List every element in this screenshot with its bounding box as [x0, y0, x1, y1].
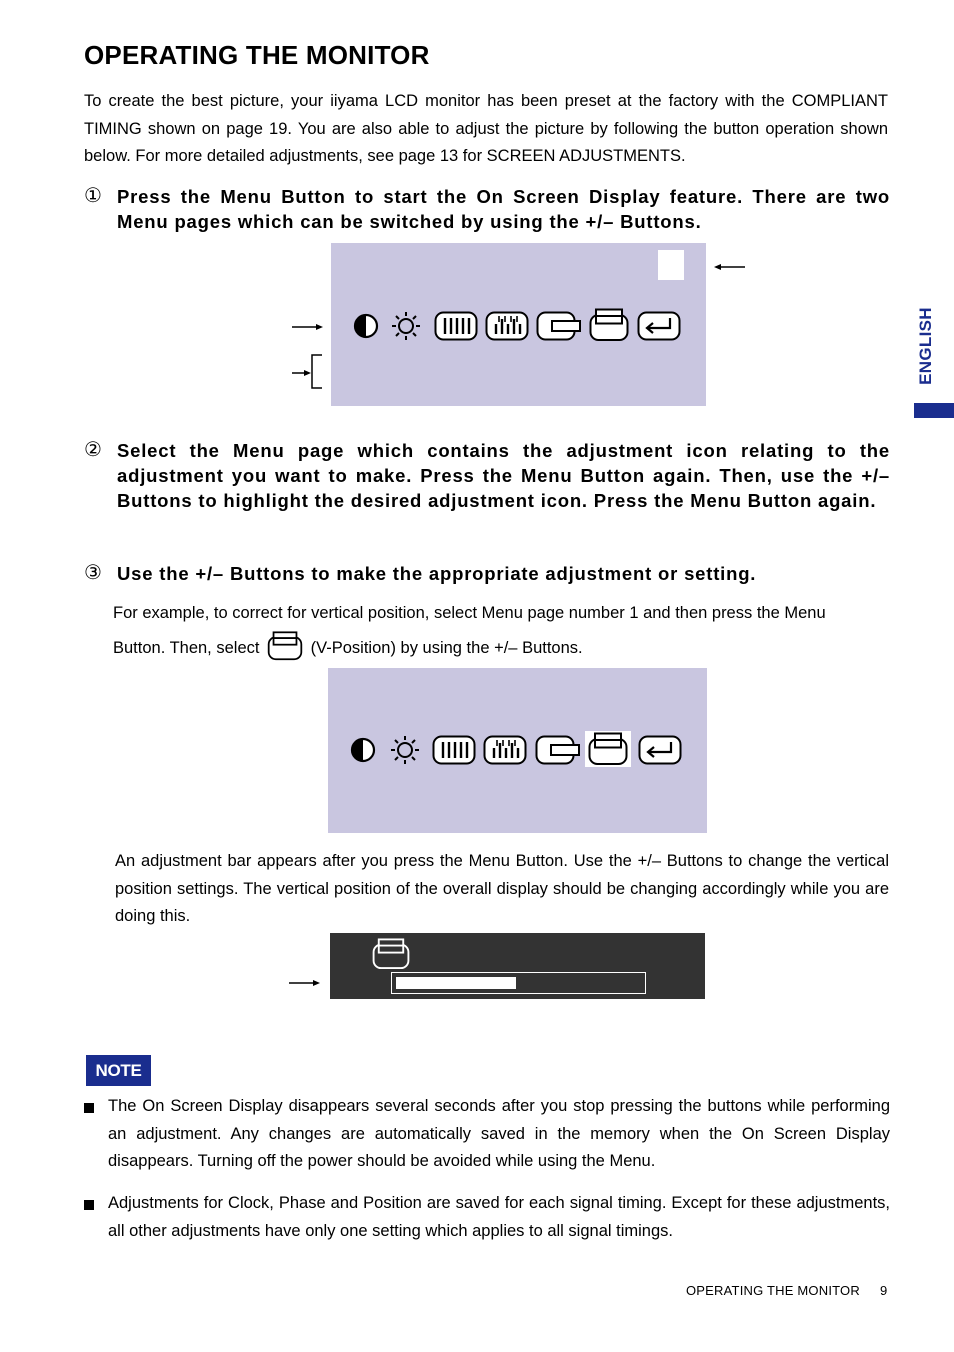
note-item-2: [84, 1190, 890, 1245]
step-2-number: ②: [84, 439, 103, 461]
footer-section: OPERATING THE MONITOR: [686, 1283, 860, 1298]
v-position-icon: [371, 938, 411, 970]
page-footer: [686, 1283, 887, 1298]
bullet-square-icon: [84, 1200, 94, 1210]
step-1-text: Press the Menu Button to start the On Screen Display feature. There are two Menu pages which can be switched by using the +/– Buttons.: [117, 186, 890, 232]
step-2: [84, 438, 890, 513]
bullet-square-icon: [84, 1103, 94, 1113]
step-1-number: ①: [84, 185, 103, 207]
page-title: OPERATING THE MONITOR: [84, 40, 430, 70]
exit-icon: [637, 311, 681, 341]
example-line-1: For example, to correct for vertical position, select Menu page number 1 and then press the Menu: [113, 604, 826, 622]
osd-icon-row: [351, 308, 691, 344]
note-item-1: [84, 1093, 890, 1176]
brightness-icon: [388, 734, 422, 766]
phase-icon: [483, 735, 527, 765]
osd-menu-highlighted-figure: [328, 668, 707, 833]
page-number: 9: [879, 1283, 888, 1298]
step-2-text: Select the Menu page which contains the adjustment icon relating to the adjustment you want to make. Press the Menu Button again. Then, use the +/– Buttons to highlight the desired adjustment icon. Press the Menu Button again.: [117, 440, 890, 511]
contrast-icon: [351, 311, 381, 341]
note-item-1-text: The On Screen Display disappears several seconds after you stop pressing the buttons while performing an adjustment. Any changes are automatically saved in the memory when the On Screen Display disappears. Turning off the power should be avoided while using the Menu.: [108, 1097, 890, 1170]
arrow-right-icon: [289, 976, 321, 990]
adjustment-bar-track: [391, 972, 646, 994]
example-line-2-start: Button. Then, select: [113, 639, 260, 657]
note-badge: NOTE: [86, 1055, 151, 1086]
v-position-icon: [588, 732, 628, 766]
adjustment-bar-figure: [330, 933, 705, 999]
adjustment-paragraph: An adjustment bar appears after you press the Menu Button. Use the +/– Buttons to change the vertical position settings. The vertical position of the overall display should be changing accordingly while you are doing this.: [115, 852, 889, 925]
h-position-icon: [535, 735, 581, 765]
intro-paragraph: To create the best picture, your iiyama LCD monitor has been preset at the factory with the COMPLIANT TIMING shown on page 19. You are also able to adjust the picture by following the button operation shown below. For more detailed adjustments, see page 13 for SCREEN ADJUSTMENTS.: [84, 92, 888, 165]
osd-menu-figure: [331, 243, 706, 406]
example-line-2-end: (V-Position) by using the +/– Buttons.: [310, 639, 583, 657]
side-language-text: ENGLISH: [916, 307, 935, 385]
phase-icon: [485, 311, 529, 341]
menu-page-indicator: [658, 250, 684, 280]
osd-icon-row-2: [348, 732, 688, 768]
example-line-2: [113, 631, 889, 663]
side-language-label: [906, 300, 936, 400]
step-3-number: ③: [84, 562, 103, 584]
step-3: [84, 561, 890, 586]
arrow-right-icon: [292, 320, 324, 334]
bracket-arrow-icon: [292, 354, 324, 390]
clock-icon: [432, 735, 476, 765]
v-position-inline-icon: [267, 631, 303, 661]
contrast-icon: [348, 735, 378, 765]
step-3-text: Use the +/– Buttons to make the appropriate adjustment or setting.: [117, 563, 757, 584]
brightness-icon: [389, 310, 423, 342]
step-1: [84, 184, 890, 234]
note-item-2-text: Adjustments for Clock, Phase and Position are saved for each signal timing. Except for these adjustments, all other adjustments have only one setting which applies to all signal timings.: [108, 1194, 890, 1240]
adjustment-bar-fill: [396, 977, 516, 989]
clock-icon: [434, 311, 478, 341]
side-language-tab: [914, 403, 954, 418]
exit-icon: [638, 735, 682, 765]
h-position-icon: [536, 311, 582, 341]
v-position-icon: [589, 308, 629, 342]
arrow-left-icon: [714, 260, 746, 274]
